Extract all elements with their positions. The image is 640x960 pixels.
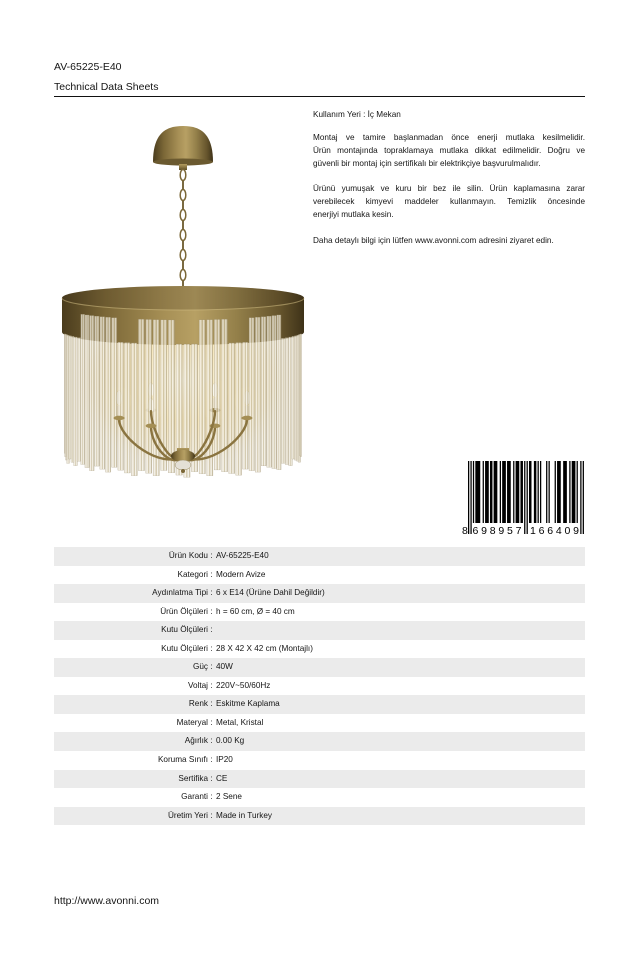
ceiling-canopy: [153, 126, 213, 170]
spec-separator: :: [210, 551, 213, 560]
crystal-prism: [94, 316, 99, 466]
candle-cup: [114, 416, 125, 420]
barcode-bar: [485, 461, 489, 523]
crystal-prism: [281, 338, 285, 463]
hub-finial: [181, 469, 185, 473]
spec-row-power: [54, 658, 585, 677]
spec-separator: :: [210, 717, 213, 727]
spec-label: Sertifika: [178, 773, 208, 783]
chain-link: [182, 181, 184, 189]
spec-separator: :: [210, 699, 213, 709]
spec-row-protection-class: [54, 751, 585, 770]
website-note: [313, 234, 585, 247]
crystal-prism: [81, 314, 85, 464]
chain: [180, 170, 186, 290]
text-line: güvenli bir montaj için sertifikalı bir elektrikçiye başvurulmalıdır.: [313, 159, 541, 168]
barcode-bar: [577, 461, 578, 523]
spec-value: Modern Avize: [216, 569, 266, 579]
barcode-right-digits: 166409: [530, 525, 579, 537]
barcode-bar: [555, 461, 556, 523]
canopy-dome: [153, 126, 213, 162]
spec-separator: :: [210, 773, 213, 783]
spec-value: 40W: [216, 662, 233, 672]
barcode-bar: [490, 461, 492, 523]
barcode-bar: [468, 461, 469, 534]
spec-separator: :: [210, 643, 213, 653]
text-line: Ürün montajında topraklamaya mutlaka dikkat edilmelidir. Doğru ve: [313, 146, 585, 155]
crystal-prism: [131, 343, 137, 476]
spec-separator: :: [210, 588, 213, 598]
crystal-prism: [77, 338, 81, 462]
spec-label: Voltaj: [187, 680, 208, 690]
spec-row-product-code: [54, 547, 585, 566]
crystal-prism: [277, 315, 281, 470]
hub-bottom: [175, 460, 191, 470]
barcode-bar: [475, 461, 480, 523]
spec-row-weight: [54, 732, 585, 751]
barcode-bar: [569, 461, 570, 523]
header-rule: [54, 96, 585, 97]
spec-value: 2 Sene: [216, 792, 242, 802]
crystal-prism: [267, 316, 272, 467]
text-line: Ürünü yumuşak ve kuru bir bez ile silin. Ürün kaplamasına zarar: [313, 184, 585, 193]
barcode-bar: [507, 461, 511, 523]
crystal-prism: [74, 337, 77, 466]
crystal-prism: [229, 343, 235, 474]
spec-label: Kutu Ölçüleri: [161, 643, 208, 653]
text-line: enerjiyi mutlaka kesin.: [313, 210, 394, 219]
spec-row-warranty: [54, 788, 585, 807]
crystal-prism: [214, 319, 220, 469]
spec-row-category: [54, 566, 585, 585]
spec-separator: :: [210, 569, 213, 579]
spec-row-box-dimensions-assembled: [54, 640, 585, 659]
barcode-bar: [538, 461, 539, 523]
barcode-bar: [502, 461, 506, 523]
spec-row-origin: [54, 807, 585, 826]
crystal-prism: [106, 317, 111, 472]
chain-link: [182, 261, 184, 269]
barcode-first-digit: 8: [462, 525, 468, 537]
spec-label: Materyal: [176, 717, 208, 727]
barcode-bar: [549, 461, 550, 523]
crystal-prism: [124, 343, 130, 473]
spec-value: AV-65225-E40: [216, 551, 269, 560]
chain-link: [180, 230, 186, 241]
barcode-bar: [473, 461, 474, 523]
crystal-prism: [249, 318, 254, 471]
crystal-prism: [242, 342, 248, 469]
chain-link: [182, 201, 184, 209]
crystal-prism: [207, 320, 213, 476]
chain-link: [180, 270, 186, 281]
barcode-bar: [520, 461, 522, 523]
barcode-left-digits: 698957: [472, 525, 522, 537]
spec-row-voltage: [54, 677, 585, 696]
spec-separator: :: [210, 662, 213, 672]
chain-link: [180, 250, 186, 261]
spec-separator: :: [210, 792, 213, 802]
spec-value: Eskitme Kaplama: [216, 699, 280, 709]
crystal-prism: [272, 316, 277, 469]
spec-label: Renk: [188, 699, 208, 709]
crystal-prism: [289, 337, 292, 466]
spec-separator: :: [210, 755, 213, 765]
spec-label: Ürün Kodu: [168, 551, 208, 560]
spec-value: 0.00 Kg: [216, 736, 245, 746]
spec-row-certificate: [54, 770, 585, 789]
chain-link: [180, 210, 186, 221]
barcode-bar: [557, 461, 561, 523]
spec-row-box-dimensions: [54, 621, 585, 640]
crystal-prism: [89, 316, 94, 471]
spec-label: Koruma Sınıfı: [157, 755, 208, 765]
spec-row-color: [54, 695, 585, 714]
barcode: [457, 459, 588, 539]
spec-value: 28 X 42 X 42 cm (Montajlı): [216, 643, 313, 653]
spec-label: Aydınlatma Tipi: [152, 588, 208, 598]
spec-label: Ürün Ölçüleri: [160, 606, 208, 616]
crystal-prism: [153, 320, 159, 476]
barcode-bar: [513, 461, 514, 523]
chain-link: [182, 221, 184, 229]
crystal-prism: [236, 343, 242, 476]
barcode-bar: [572, 461, 576, 523]
spec-label: Üretim Yeri: [167, 810, 208, 820]
product-code-title: AV-65225-E40: [54, 61, 122, 73]
spec-value: [215, 621, 216, 640]
barcode-bar: [483, 461, 484, 523]
crystal-prism: [255, 317, 260, 472]
candle-cup: [242, 416, 253, 420]
barcode-bar: [563, 461, 567, 523]
spec-value: 6 x E14 (Ürüne Dahil Değildir): [216, 588, 325, 598]
barcode-bars: [468, 461, 584, 534]
spec-value: 220V~50/60Hz: [216, 680, 271, 690]
text-line: verebilecek kimyevi maddeler kullanmayın. Temizlik öncesinde: [313, 197, 585, 206]
spec-separator: :: [210, 625, 213, 635]
barcode-bar: [534, 461, 536, 523]
footer-website-link[interactable]: http://www.avonni.com: [54, 895, 160, 907]
barcode-bar: [516, 461, 520, 523]
barcode-bar: [583, 461, 584, 534]
barcode-bar: [527, 461, 528, 534]
installation-note: [313, 131, 585, 170]
spec-row-lighting-type: [54, 584, 585, 603]
spec-separator: :: [210, 810, 213, 820]
cleaning-note: [313, 182, 585, 221]
spec-row-material: [54, 714, 585, 733]
usage-location: Kullanım Yeri : İç Mekan: [313, 110, 401, 119]
spec-value: IP20: [216, 755, 233, 765]
barcode-bar: [546, 461, 547, 523]
barcode-bar: [500, 461, 501, 523]
crystal-prism: [112, 318, 117, 468]
barcode-bar: [540, 461, 541, 523]
spec-label: Garanti: [181, 792, 208, 802]
barcode-bar: [470, 461, 471, 534]
chain-link: [180, 170, 186, 181]
barcode-bar: [580, 461, 581, 534]
spec-table: [54, 547, 585, 825]
spec-value: CE: [216, 773, 228, 783]
spec-value: Metal, Kristal: [216, 717, 264, 727]
spec-separator: :: [210, 736, 213, 746]
spec-value: h = 60 cm, Ø = 40 cm: [216, 606, 295, 616]
spec-value: Made in Turkey: [216, 810, 272, 820]
barcode-bar: [524, 461, 525, 534]
spec-separator: :: [210, 680, 213, 690]
barcode-bar: [529, 461, 531, 523]
crystal-prism: [146, 319, 152, 473]
crystal-prism: [85, 315, 89, 468]
spec-label: Ağırlık: [184, 736, 208, 746]
product-image: [55, 118, 307, 508]
document-subtitle: Technical Data Sheets: [54, 81, 159, 93]
barcode-bar: [494, 461, 498, 523]
chain-link: [180, 190, 186, 201]
text-line: Montaj ve tamire başlanmadan önce enerji mutlaka kesilmelidir.: [313, 133, 585, 142]
chain-link: [182, 241, 184, 249]
spec-label: Kategori: [177, 569, 208, 579]
spec-row-product-dimensions: [54, 603, 585, 622]
crystal-prism: [285, 338, 289, 465]
spec-separator: :: [210, 606, 213, 616]
crystal-prism: [168, 320, 174, 473]
crystal-prism: [100, 317, 105, 469]
text-line: Daha detaylı bilgi için lütfen www.avonni.com adresini ziyaret edin.: [313, 236, 554, 245]
candle-cup: [146, 424, 157, 428]
spec-label: Kutu Ölçüleri: [161, 625, 208, 635]
crystal-prism: [118, 342, 124, 470]
crystal-prism: [261, 317, 266, 466]
spec-label: Güç: [192, 662, 208, 672]
crystal-prism: [300, 334, 302, 457]
